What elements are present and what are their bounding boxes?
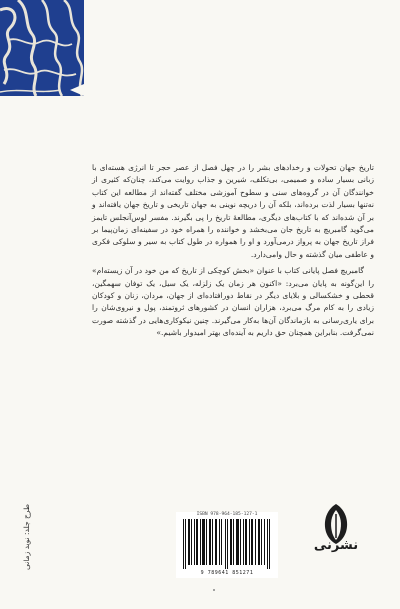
book-description xyxy=(92,162,374,344)
decorative-dot xyxy=(213,589,215,591)
barcode-digits: 9 789641 851271 xyxy=(200,570,254,576)
cover-design-credit: طرح جلد: نوید زمانی xyxy=(22,504,31,570)
cover-artwork-fragment xyxy=(0,0,84,96)
description-paragraph-1: تاریخ جهان تحولات و رخدادهای بشر را در چهل فصل از عصر حجر تا انرژی هسته‌ای با زبانی بسیار ساده و صمیمی، بی‌تکلف، شیرین و جذاب روایت می‌کند، چنان‌که کثیری از خوانندگان آن در گروه‌های سنی و سطوح آموزشی مختلف گفته‌اند از مطالعه این کتاب نه‌تنها بسیار لذت برده‌اند، بلکه آن را دریچه نوینی به جهان تاریخی و تاریخ جهان یافته‌اند و بر آن شده‌اند که با کتاب‌های دیگری، مطالعهٔ تاریخ را پی بگیرند. مفسر لوس‌آنجلس تایمز می‌گوید گامبریچ به تاریخ جان می‌بخشد و خواننده را همراه خود در سفینه‌ای زمان‌پیما بر فراز تاریخ جهان به پرواز درمی‌آورد و او را همواره در طول کتاب به سیر و سلوکی فکری و عاطفی میان گذشته و حال وامی‌دارد. xyxy=(92,163,374,259)
publisher-name: نشرنی xyxy=(313,538,359,553)
barcode-bars xyxy=(179,519,275,569)
description-paragraph-2: گامبریچ فصل پایانی کتاب با عنوان «بخش کوچکی از تاریخ که من خود در آن زیسته‌ام» را این‌گونه به پایان می‌برد: «اکنون هر زمان یک زلزله، یک سیل، یک توفان سهمگین، قحطی و خشکسالی و بلایای دیگر در نقاط دورافتاده‌ای از جهان، مردان، زنان و کودکان زیادی را به کام مرگ می‌برد، هزاران انسان در کشورهای ثروتمند، پول و نیروی‌شان را برای یاری‌رسانی به بازماندگان آن‌ها به‌کار می‌گیرند. چنین نیکوکاری‌هایی در گذشته صورت نمی‌گرفت. بنابراین همچنان حق داریم به آینده‌ای بهتر امیدوار باشیم.» xyxy=(92,266,374,338)
isbn-number: ISBN 978-964-185-127-1 xyxy=(196,512,258,517)
isbn-barcode xyxy=(176,512,278,578)
